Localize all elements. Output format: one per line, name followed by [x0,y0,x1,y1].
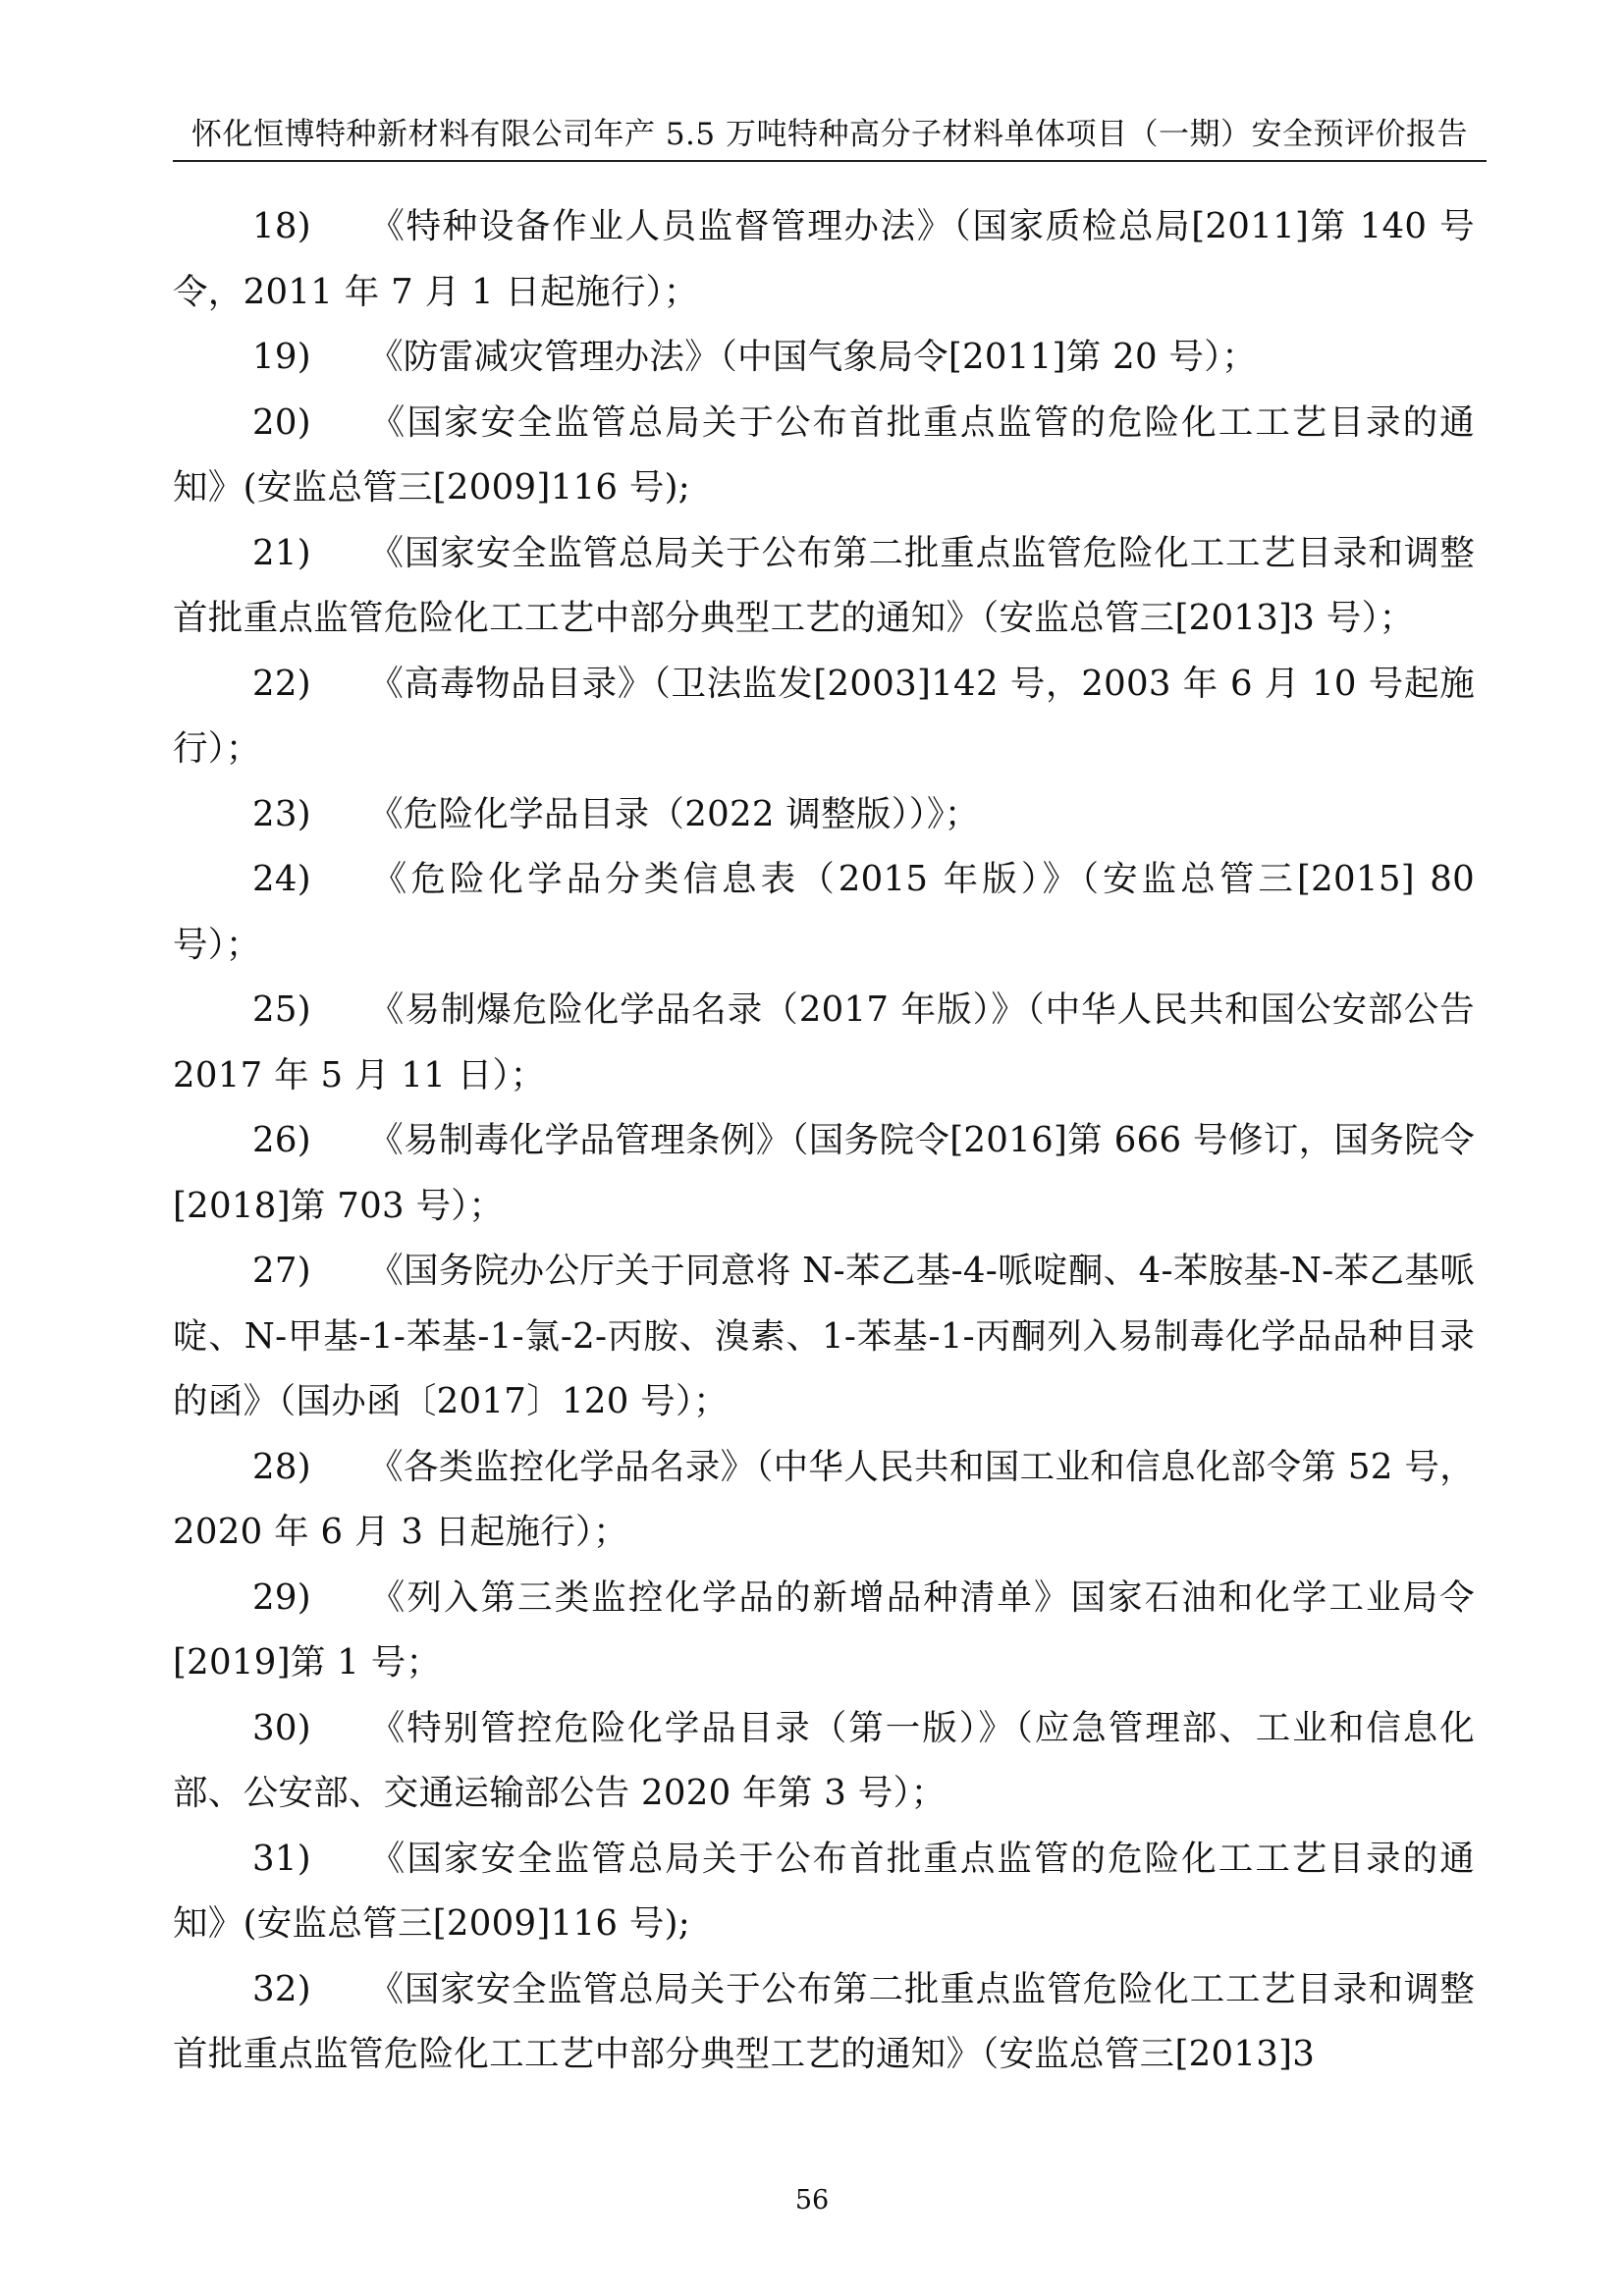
reference-item [173,1827,1475,1957]
reference-text: 《国家安全监管总局关于公布首批重点监管的危险化工工艺目录的通知》(安监总管三[2009]116 号); [173,401,1475,507]
reference-number: 31) [252,1838,311,1879]
page-header: 怀化恒博特种新材料有限公司年产 5.5 万吨特种高分子材料单体项目（一期）安全预评价报告 [190,117,1468,152]
reference-number: 26) [252,1120,311,1160]
reference-text: 《危险化学品目录（2022 调整版））》； [368,793,980,834]
reference-number: 25) [252,989,311,1030]
reference-number: 19) [252,337,311,377]
reference-item [173,847,1475,978]
reference-number: 22) [252,663,311,704]
reference-text: 《列入第三类监控化学品的新增品种清单》国家石油和化学工业局令[2019]第 1 号； [173,1576,1475,1682]
reference-text: 《国家安全监管总局关于公布第二批重点监管危险化工工艺目录和调整首批重点监管危险化工工艺中部分典型工艺的通知》（安监总管三[2013]3 号）； [173,532,1475,638]
reference-item [173,325,1475,391]
reference-list [173,194,1475,2088]
reference-text: 《各类监控化学品名录》（中华人民共和国工业和信息化部令第 52 号，2020 年 6 月 3 日起施行）； [173,1446,1475,1552]
reference-number: 18) [252,206,311,246]
reference-text: 《特别管控危险化学品目录（第一版）》（应急管理部、工业和信息化部、公安部、交通运输部公告 2020 年第 3 号）； [173,1707,1475,1813]
reference-item [173,194,1475,325]
reference-item [173,1108,1475,1239]
reference-text: 《国家安全监管总局关于公布第二批重点监管危险化工工艺目录和调整首批重点监管危险化工工艺中部分典型工艺的通知》（安监总管三[2013]3 [173,1968,1475,2074]
page-number: 56 [794,2185,830,2216]
reference-item [173,652,1475,782]
reference-text: 《易制爆危险化学品名录（2017 年版）》（中华人民共和国公安部公告 2017 年 5 月 11 日）； [173,989,1475,1095]
reference-number: 20) [252,401,311,443]
reference-text: 《易制毒化学品管理条例》（国务院令[2016]第 666 号修订，国务院令[2018]第 703 号）； [173,1120,1475,1226]
reference-item [173,1566,1475,1696]
reference-item [173,391,1475,521]
reference-text: 《高毒物品目录》（卫法监发[2003]142 号，2003 年 6 月 10 号起施行）； [173,663,1475,769]
reference-number: 24) [252,859,311,899]
reference-number: 27) [252,1251,311,1291]
reference-text: 《防雷减灾管理办法》（中国气象局令[2011]第 20 号）； [368,337,1258,377]
reference-text: 《特种设备作业人员监督管理办法》（国家质检总局[2011]第 140 号令，2011 年 7 月 1 日起施行）； [173,206,1475,312]
reference-number: 32) [252,1968,311,2009]
reference-number: 21) [252,532,311,573]
reference-number: 30) [252,1707,311,1748]
reference-number: 29) [252,1576,311,1618]
reference-item [173,521,1475,652]
reference-text: 《国务院办公厅关于同意将 N-苯乙基-4-哌啶酮、4-苯胺基-N-苯乙基哌啶、N-甲基-1-苯基-1-氯-2-丙胺、溴素、1-苯基-1-丙酮列入易制毒化学品品种目录的函》（国办函〔2017〕120 号）； [173,1251,1475,1421]
reference-item [173,1239,1475,1435]
reference-text: 《危险化学品分类信息表（2015 年版）》（安监总管三[2015] 80 号）； [173,859,1475,965]
reference-number: 23) [252,793,311,834]
header-divider [173,160,1487,162]
reference-item [173,1957,1475,2088]
reference-text: 《国家安全监管总局关于公布首批重点监管的危险化工工艺目录的通知》(安监总管三[2009]116 号); [173,1838,1475,1944]
reference-number: 28) [252,1446,311,1487]
reference-item [173,782,1475,848]
reference-item [173,978,1475,1108]
reference-item [173,1435,1475,1566]
reference-item [173,1696,1475,1827]
